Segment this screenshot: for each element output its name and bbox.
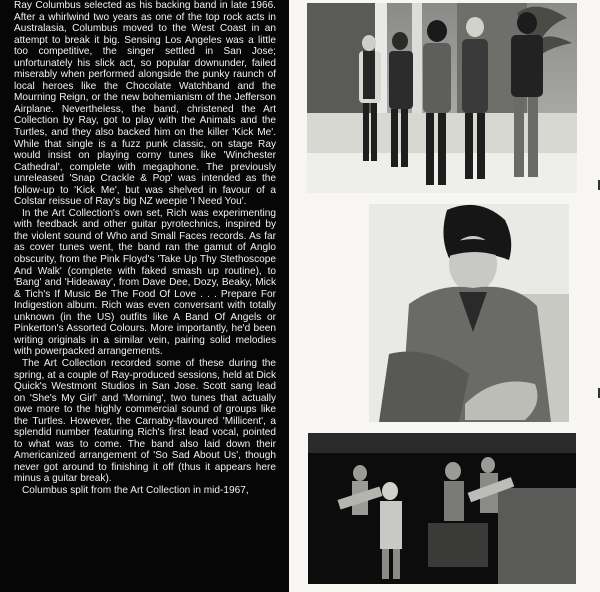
portrait-photo (369, 204, 569, 422)
article-paragraph-3: The Art Collection recorded some of these during the spring, at a couple of Ray-produced sessions, held at Dick Quick's Westmont Studios in San Jose. Scott sang lead on 'She's My Girl' and 'Morning', two tunes that actually owe more to the highly commercial sound of groups like the Turtles. However, the Carnaby-flavoured 'Millicent', a splendid number featuring Rich's first lead vocal, pointed to what was to come. The band also laid down their Americanized arrangement of 'So Sad About Us', though never got around to finishing it off (thus it appears here minus a guitar break). (14, 357, 276, 485)
article-paragraph-1: Ray Columbus selected as his backing band in late 1966. After a whirlwind two years as one of the top rock acts in Australasia, Columbus moved to the West Coast in an attempt to break it big. Sensing Los Angeles was a little too competitive, the singer settled in San Jose; unfortunately his slick act, so popular downunder, failed miserably when performed alongside the punky raunch of local heroes like the Chocolate Watchband and the Mourning Reign, or the new bohemianism of the Jefferson Airplane. Nevertheless, the band, christened the Art Collection by Ray, got to play with the Animals and the Turtles, and they also backed him on the killer 'Kick Me'. While that single is a fuzz punk classic, on stage Ray would insist on playing corny tunes like 'Winchester Cathedral', complete with megaphone. The previously unreleased 'Snap Crackle & Pop' was intended as the follow-up to 'Kick Me', but was shelved in favour of a Colstar reissue of Ray's big NZ weepie 'I Need You'. (14, 0, 276, 208)
portrait-photo-image (369, 204, 569, 422)
article-text-column (0, 0, 289, 592)
stage-performance-photo (308, 433, 576, 584)
band-group-photo (307, 3, 577, 193)
article-paragraph-4: Columbus split from the Art Collection in mid-1967, (22, 484, 249, 496)
article-paragraph-2: In the Art Collection's own set, Rich was experimenting with feedback and other guitar pyrotechnics, inspired by the violent sound of Who and Small Faces records. As far as cover tunes went, the band ran the gamut of Anglo obscurity, from the Pink Floyd's 'Take Up Thy Stethoscope And Walk' (complete with faked smash up routine), to 'Bang' and 'Hideaway', from Dave Dee, Dozy, Beaky, Mick & Tich's If Music Be The Food Of Love . . . Prepare For Indigestion album. Rich was even conversant with totally unknown (in the US) outfits like A Band Of Angels or Pinkerton's Assorted Colours. More importantly, he'd been writing originals in a similar vein, pairing solid melodies with powerpacked arrangements. (14, 207, 276, 358)
band-group-photo-image (307, 3, 577, 193)
article-body (14, 0, 276, 497)
stage-performance-photo-image (308, 433, 576, 584)
